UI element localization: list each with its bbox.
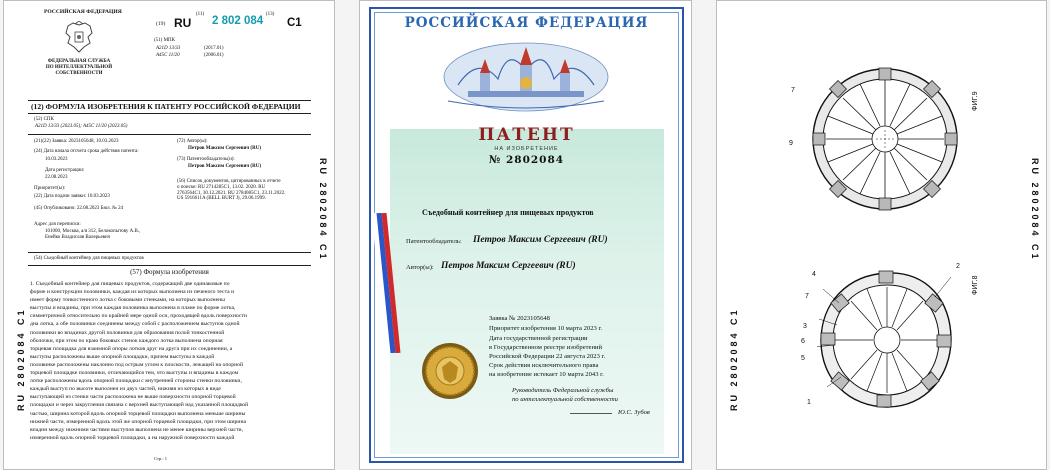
claims-text <box>30 280 308 442</box>
claim-line: оболочки, при этом по краю боковых стенок каждого лотка выполнена опорная <box>30 337 223 344</box>
inid-11: (11) <box>196 12 205 17</box>
registration-date: 22.08.2023 <box>45 175 68 180</box>
patent-word: ПАТЕНТ <box>478 125 575 145</box>
agency-name: ФЕДЕРАЛЬНАЯ СЛУЖБА ПО ИНТЕЛЛЕКТУАЛЬНОЙ СОБСТВЕННОСТИ <box>45 59 113 76</box>
claim-line: форме и конструкции половинки, каждая из которых выполнена из печеного теста и <box>30 289 235 296</box>
term-start-date: 10.03.2023 <box>45 157 68 162</box>
mpk-date-1: (2017.01) <box>204 46 224 51</box>
author-label: (72) Автор(ы): <box>177 139 208 144</box>
claim-line: лотке расположены вдоль опорной площадки с внутренней стороны стенки половинки, <box>30 378 242 385</box>
certificate-number: № 2802084 <box>488 154 565 166</box>
inid-19: (19) <box>156 21 166 27</box>
fig9-label-9: 9 <box>789 140 793 147</box>
owner-label: Патентообладатель: <box>406 238 462 245</box>
mpk-date-2: (2006.01) <box>204 53 224 58</box>
validity-line-1: Срок действия исключительного права <box>489 362 599 369</box>
validity-line-2: на изобретение истекает 10 марта 2043 г. <box>489 371 604 378</box>
figure-9-caption: ФИГ.9 <box>970 91 979 111</box>
registration-line-1: Дата государственной регистрации <box>489 335 588 342</box>
author-name: Петров Максим Сергеевич (RU) <box>441 261 576 271</box>
spk-label: (52) СПК <box>34 117 54 122</box>
term-start-label: (24) Дата начала отсчета срока действия патента: <box>34 149 139 154</box>
divider <box>28 265 311 266</box>
filing-date: (22) Дата подачи заявки: 10.03.2023 <box>34 194 110 199</box>
on-invention-label: НА ИЗОБРЕТЕНИЕ <box>494 146 559 152</box>
inid-13: (13) <box>266 12 275 17</box>
owner-name: Петров Максим Сергеевич (RU) <box>473 235 608 245</box>
claim-line: торцевой площадке половинки, отличающийся тем, что выступы и впадины в каждом <box>30 370 239 377</box>
fig8-label-4: 4 <box>812 271 816 278</box>
address: 101000, Москва, а/я 312, Белокопытову А.В., Енейко Владислав Валерьевич <box>45 229 141 240</box>
fig8-label-3: 3 <box>803 323 807 330</box>
country-label: РОССИЙСКАЯ ФЕДЕРАЦИЯ <box>44 9 122 15</box>
spk-classes: A21D 13/33 (2023.05); A45C 11/20 (2023.05) <box>35 124 128 129</box>
ribbon-icon <box>368 213 402 353</box>
divider <box>28 113 311 114</box>
claim-line: каждый выступ по высоте выполнен из двух частей, нижняя из которых в виде <box>30 386 221 393</box>
claims-heading: (57) Формула изобретения <box>130 268 209 276</box>
mpk-label: (51) МПК <box>154 38 175 43</box>
claim-line: выступающей из стенки части расположена не выше поверхности опорной торцевой <box>30 394 236 401</box>
claim-line: выступы и впадины, при этом каждая половинка выполнена в плане по форме лотка, <box>30 305 236 312</box>
claim-line: симметричной относительно по крайней мере одной оси, проходящей вдоль поверхности <box>30 313 247 320</box>
claim-line: нижней части, измеренной вдоль этой же опорной торцевой площадки, при этом ширина <box>30 418 247 425</box>
claim-line: измеренной вдоль опорной торцевой площадки, а на наружной поверхности каждой <box>30 434 235 441</box>
claim-line: дна лотка, а обе половинки соединены между собой с расположением выступов одной <box>30 321 240 328</box>
cited-documents: (56) Список документов, цитированных в отчете о поиске: RU 2714285C1, 13.02. 2020. RU 2763564C1, 30.12.2021. RU 2784085C1, 23.11.2022. US 5916611A (BELL BURT J), 29.06.1999. <box>177 179 286 202</box>
kremlin-illustration <box>438 35 614 115</box>
claim-line: половинки во впадинах другой половинки для образования полой тонкостенной <box>30 329 225 336</box>
page-footer: Стр.: 1 <box>154 456 167 461</box>
claim-line: 1. Съедобный контейнер для пищевых продуктов, содержащий две одинаковые по <box>30 281 230 287</box>
patent-number: 2 802 084 <box>212 15 264 27</box>
patent-drawings-page <box>716 0 1047 470</box>
fig9-label-7: 7 <box>791 87 795 94</box>
fig8-label-1: 1 <box>807 399 811 406</box>
invention-title: (54) Съедобный контейнер для пищевых продуктов <box>34 256 144 261</box>
owner-label: (73) Патентообладатель(и): <box>177 157 235 162</box>
figure-8-drawing <box>817 267 955 412</box>
mpk-class-1: A21D 13/33 <box>156 46 181 51</box>
side-patent-code-right: RU 2802084 C1 <box>318 158 328 262</box>
application-info: (21)(22) Заявка: 2023105648, 10.03.2023 <box>34 139 119 144</box>
priority-label: Приоритет(ы): <box>34 186 66 191</box>
divider <box>28 134 311 135</box>
registration-line-3: Российской Федерации 22 августа 2023 г. <box>489 353 606 360</box>
signatory-name: Ю.С. Зубов <box>618 409 650 416</box>
patent-certificate-page <box>359 0 692 470</box>
certificate-header: РОССИЙСКАЯ ФЕДЕРАЦИЯ <box>404 15 649 31</box>
side-patent-code-right: RU 2802084 C1 <box>1030 158 1040 262</box>
registration-label: Дата регистрации: <box>45 168 85 173</box>
mpk-class-2: A45C 11/20 <box>156 53 180 58</box>
claim-line: торцевая площадка для взаимной опоры лотков друг на друга при их соединении, а <box>30 345 233 352</box>
patent-formula-page <box>3 0 335 470</box>
country-code: RU <box>174 16 192 30</box>
gold-seal-icon <box>420 341 480 401</box>
formula-title: (12) ФОРМУЛА ИЗОБРЕТЕНИЯ К ПАТЕНТУ РОССИЙСКОЙ ФЕДЕРАЦИИ <box>31 102 301 111</box>
fig8-label-6: 6 <box>801 338 805 345</box>
side-patent-code-left: RU 2802084 C1 <box>16 307 26 411</box>
author: Петров Максим Сергеевич (RU) <box>188 146 261 151</box>
application-number: Заявка № 2023105648 <box>489 315 550 322</box>
claim-line: впадин между нижними частями выступов выполнена не менее ширины верхней части, <box>30 426 244 433</box>
claim-line: частью, ширина которой вдоль опорной торцевой площадки выполнена меньше ширины <box>30 410 246 417</box>
claim-line: площадки и через закругления связана с верхней выступающей над указанной площадкой <box>30 402 249 409</box>
coat-of-arms-icon <box>64 21 94 55</box>
side-patent-code-left: RU 2802084 C1 <box>729 307 739 411</box>
kind-code: C1 <box>287 17 302 29</box>
address-label: Адрес для переписки: <box>34 222 81 227</box>
head-title-line-1: Руководитель Федеральной службы <box>512 387 614 394</box>
claim-line: имеет форму тонкостенного лотка с боковыми стенками, на которых выполнены <box>30 297 225 304</box>
registration-line-2: в Государственном реестре изобретений <box>489 344 603 351</box>
fig8-label-2: 2 <box>956 263 960 270</box>
fig8-label-7: 7 <box>805 293 809 300</box>
claim-line: половинке расположены наклонно под острым углом к плоскости, лежащей на опорной <box>30 361 243 368</box>
fig8-label-5: 5 <box>801 355 805 362</box>
author-label: Автор(ы): <box>406 264 434 271</box>
figure-8-caption: ФИГ.8 <box>970 275 979 295</box>
certificate-background <box>390 129 664 454</box>
publication-info: (45) Опубликовано: 22.08.2023 Бюл. № 24 <box>34 206 124 211</box>
figure-9-drawing <box>810 66 960 212</box>
divider <box>28 252 311 253</box>
invention-name: Съедобный контейнер для пищевых продуктов <box>422 208 594 217</box>
priority-date: Приоритет изобретения 10 марта 2023 г. <box>489 325 603 332</box>
divider <box>28 100 311 101</box>
head-title-line-2: по интеллектуальной собственности <box>512 396 618 403</box>
signature-line <box>570 413 612 414</box>
claim-line: выступы расположены выше опорной площадки, причем выступы в каждой <box>30 353 215 360</box>
owner: Петров Максим Сергеевич (RU) <box>188 164 261 169</box>
